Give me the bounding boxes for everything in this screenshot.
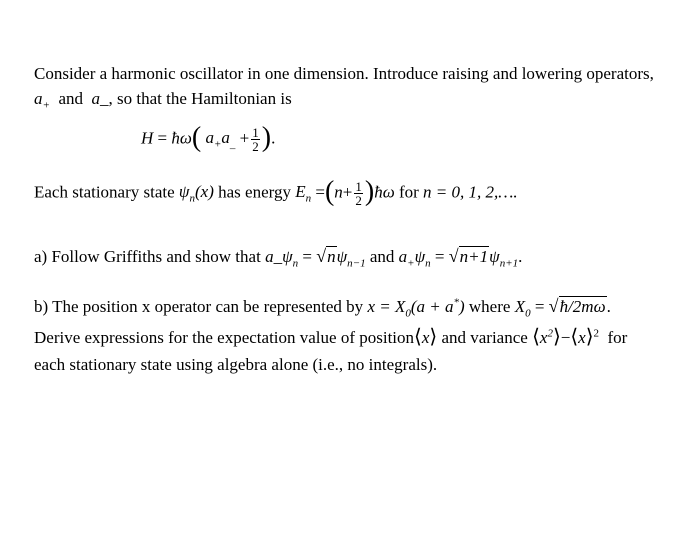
energy-equals: = (315, 182, 325, 202)
part-b-line-2 (34, 328, 627, 349)
angle-open: ⟨ (414, 326, 422, 349)
part-a-text: a) Follow Griffiths and show that (34, 247, 261, 266)
x0-symbol: $X_0$ (514, 297, 531, 320)
lowering-operator: a_ (91, 89, 109, 108)
plus-sign: + (239, 128, 250, 148)
energy-right-paren: ) (364, 175, 375, 207)
intro-line-2-tail: , so that the Hamiltonian is (108, 89, 292, 108)
part-b-variance-text: and variance (441, 328, 528, 347)
n-range: n = 0, 1, 2,…. (423, 182, 518, 202)
part-a-and: and (369, 247, 395, 266)
intro-text: Consider a harmonic oscillator in one dimension. Introduce raising and lowering operators, (34, 64, 654, 83)
squared-exponent: 2 (593, 327, 600, 340)
energy-for: for (398, 182, 419, 202)
and-word: and (58, 89, 83, 108)
angle-close: ⟩ (429, 326, 438, 349)
energy-hbar-omega: ħω (374, 182, 395, 202)
hamiltonian-symbol: H (141, 128, 154, 148)
intro-line-2 (34, 89, 292, 112)
part-b-line-1 (34, 296, 611, 320)
angle-open-2: ⟨ (532, 326, 540, 349)
part-b-equals: = (534, 297, 545, 316)
equals-sign: = (157, 128, 168, 148)
energy-line (34, 175, 518, 208)
expect-x-2: x (578, 328, 586, 347)
sqrt-n: √n (316, 246, 336, 266)
psi-n-minus-1: $\psi_{n-1}$ (336, 247, 366, 270)
expect-x: x (421, 328, 430, 347)
energy-text-1: Each stationary state (34, 182, 175, 202)
position-operator-expr: $x = X_0(a + a^*)$ (367, 296, 465, 320)
part-b-text-3: each stationary state using algebra alone (i.e., no integrals). (34, 355, 438, 374)
psi-n-plus-1: $\psi_{n+1}$ (489, 247, 519, 270)
raising-on-psi: $a_+\psi_n$ (398, 247, 431, 270)
part-a-equals-2: = (434, 247, 445, 266)
energy-half-fraction: $\frac{1}{2}$ (355, 179, 362, 208)
x-squared: $x^2$ (539, 327, 553, 347)
part-b-line-3 (34, 355, 437, 375)
intro-line-1 (34, 64, 654, 84)
part-b-text-2: Derive expressions for the expectation value of position (34, 328, 415, 347)
hbar-omega: ħω (171, 128, 192, 148)
part-a-period: . (518, 247, 523, 266)
lowering-on-psi: $a\_\psi_n$ (265, 247, 299, 270)
part-a (34, 246, 523, 270)
energy-left-paren: ( (324, 175, 335, 207)
left-paren: ( (191, 121, 202, 153)
sqrt-hbar-over-2m-omega: √ħ/2mω (548, 296, 606, 316)
variance-minus: − (560, 328, 571, 347)
psi-n-of-x: $\psi_n(x)$ (178, 182, 214, 205)
hamiltonian-period: . (271, 128, 276, 148)
hamiltonian-equation (141, 121, 276, 154)
one-half-fraction: $\frac{1}{2}$ (252, 125, 259, 154)
part-a-equals-1: = (302, 247, 312, 266)
operator-product: $a_+a_{\_}$ (205, 128, 236, 151)
part-b-period: . (606, 297, 611, 316)
raising-operator: $a_+$ (34, 89, 50, 112)
energy-symbol: $E_n$ (295, 182, 312, 205)
part-b-for: for (607, 328, 628, 347)
part-b-text-1: b) The position x operator can be represented by (34, 297, 364, 316)
angle-open-3: ⟨ (570, 326, 579, 349)
angle-close-2: ⟩ (552, 326, 561, 349)
energy-text-2: has energy (218, 182, 291, 202)
right-paren: ) (261, 121, 272, 153)
energy-n: n (334, 182, 343, 202)
sqrt-n-plus-1: √n+1 (448, 246, 489, 266)
energy-plus: + (342, 182, 353, 202)
angle-close-3: ⟩ (585, 326, 594, 349)
part-b-where: where (468, 297, 511, 316)
